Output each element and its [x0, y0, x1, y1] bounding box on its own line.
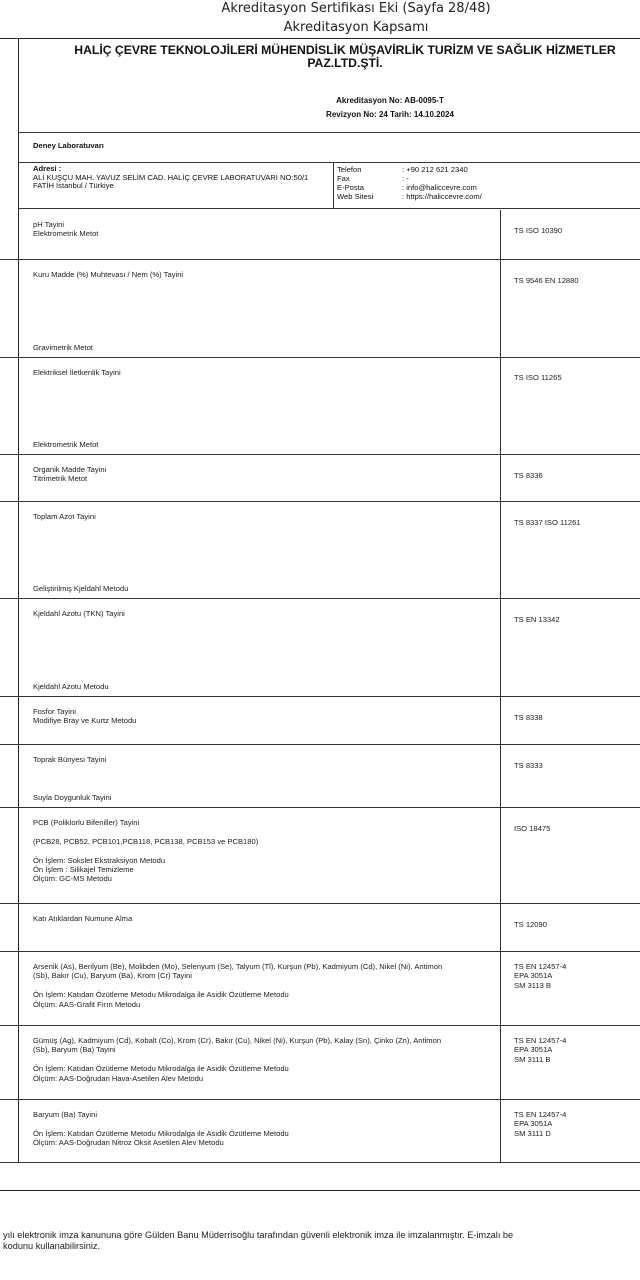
standard-reference: TS ISO 10390: [514, 226, 563, 235]
accreditation-number: Akreditasyon No: AB-0095-T: [336, 96, 444, 105]
test-description-line: Ön İşlem: Katıdan Özütleme Metodu Mikrodalga ile Asidik Özütleme Metodu: [33, 1064, 289, 1074]
test-description-line: Arsenik (As), Berilyum (Be), Molibden (Mo), Selenyum (Se), Talyum (Tl), Kurşun (Pb), Kadmiyum (Cd), Nikel (Ni), Antimon: [33, 962, 443, 971]
test-description-line: [33, 846, 258, 855]
test-description-line: Ölçüm: AAS-Grafit Fırın Metodu: [33, 999, 141, 1009]
test-description-line: (PCB28, PCB52, PCB101,PCB118, PCB138, PCB153 ve PCB180): [33, 836, 259, 846]
test-description-line: Ön İşlem: Katıdan Özütleme Metodu Mikrodalga ile Asidik Özütleme Metodu: [33, 990, 289, 1000]
divider: [18, 162, 640, 163]
table-row: [0, 904, 640, 952]
test-standard: [514, 1026, 640, 1099]
test-description-line: pH Tayini: [33, 220, 65, 229]
column-divider: [500, 1026, 501, 1099]
lab-name: Deney Laboratuvarı: [33, 141, 104, 150]
revision-info: Revizyon No: 24 Tarih: 14.10.2024: [326, 110, 454, 119]
standard-reference: TS EN 12457-4: [514, 1110, 567, 1119]
standard-reference: TS ISO 11265: [514, 373, 562, 382]
test-standard: [514, 808, 640, 903]
standard-reference: EPA 3051A: [514, 971, 553, 981]
column-divider: [500, 210, 501, 259]
footer-signature-line2: kodunu kullanabilirsiniz.: [3, 1241, 101, 1251]
test-standard: [514, 904, 640, 951]
test-description: [33, 808, 498, 903]
test-description-line: [33, 827, 258, 836]
table-row: [0, 358, 640, 455]
column-divider: [500, 1100, 501, 1162]
test-description-line: Organik Madde Tayini: [33, 465, 107, 474]
test-description: [33, 1026, 498, 1099]
test-method: Gravimetrik Metot: [33, 342, 93, 352]
contact-label-phone: Telefon: [337, 165, 362, 174]
test-description-line: PCB (Poliklorlu Bifeniller) Tayini: [33, 818, 140, 827]
test-description: [33, 745, 498, 807]
test-description: [33, 260, 498, 357]
address-line1: ALİ KUŞÇU MAH. YAVUZ SELİM CAD. HALİÇ ÇEVRE LABORATUVARI NO:50/1: [33, 173, 309, 182]
test-description-line: Toplam Azot Tayini: [33, 512, 96, 521]
standard-reference: TS EN 13342: [514, 615, 560, 624]
table-row: [0, 210, 640, 260]
test-description-line: Baryum (Ba) Tayini: [33, 1110, 98, 1119]
column-divider: [500, 599, 501, 696]
page-header-subtitle: Akreditasyon Kapsamı: [283, 20, 429, 35]
test-standard: [514, 1100, 640, 1162]
column-divider: [500, 502, 501, 598]
column-divider: [500, 745, 501, 807]
table-row: [0, 599, 640, 697]
test-description-line: [33, 981, 442, 990]
standard-reference: TS EN 12457-4: [514, 1036, 567, 1045]
test-standard: [514, 599, 640, 696]
test-description: [33, 1100, 498, 1162]
test-description: [33, 952, 498, 1025]
test-description-line: Modifiye Bray ve Kurtz Metodu: [33, 716, 137, 726]
column-divider: [500, 952, 501, 1025]
standard-reference: TS 8336: [514, 471, 543, 480]
contact-value-phone: : +90 212 621 2340: [402, 165, 468, 174]
test-standard: [514, 455, 640, 501]
contact-label-fax: Fax: [337, 174, 350, 183]
test-description-line: Elektrometrik Metot: [33, 229, 99, 239]
table-row: [0, 455, 640, 502]
test-standard: [514, 260, 640, 357]
column-divider: [500, 808, 501, 903]
contact-label-email: E-Posta: [337, 183, 365, 192]
table-row: [0, 697, 640, 745]
column-divider: [500, 455, 501, 501]
column-divider: [500, 358, 501, 454]
address-label: Adresi :: [33, 164, 62, 173]
contact-label-web: Web Sitesi: [337, 192, 374, 201]
footer-signature-line1: yılı elektronik imza kanununa göre Gülden Banu Müderrisoğlu tarafından güvenli elektronik imza ile imzalanmıştır. E-imzalı be: [3, 1230, 514, 1240]
column-divider: [500, 904, 501, 951]
test-standard: [514, 697, 640, 744]
test-description: [33, 502, 498, 598]
organization-name-line1: HALİÇ ÇEVRE TEKNOLOJİLERİ MÜHENDİSLİK MÜŞAVİRLİK TURİZM VE SAĞLIK HİZMETLER: [74, 43, 616, 57]
contact-value-email[interactable]: : info@haliccevre.com: [402, 183, 477, 192]
test-standard: [514, 502, 640, 598]
test-description-line: Kuru Madde (%) Muhtevası / Nem (%) Tayini: [33, 270, 184, 279]
test-standard: [514, 358, 640, 454]
test-description-line: Toprak Bünyesi Tayini: [33, 755, 107, 764]
standard-reference: SM 3113 B: [514, 980, 552, 990]
test-description-line: Ön İşlem : Silikajel Temizleme: [33, 865, 134, 874]
test-description-line: Katı Atıklardan Numune Alma: [33, 914, 133, 923]
test-method: Geliştirilmiş Kjeldahl Metodu: [33, 583, 129, 593]
test-description: [33, 697, 498, 744]
test-description-line: Ön İşlem: Sokslet Ekstraksiyon Metodu: [33, 855, 166, 865]
table-row: [0, 502, 640, 599]
test-description: [33, 904, 498, 951]
test-description-line: [33, 1055, 441, 1064]
test-description-line: Kjeldahl Azotu (TKN) Tayini: [33, 609, 125, 618]
test-description: [33, 599, 498, 696]
table-row: [0, 260, 640, 358]
test-description-line: (Sb), Baryum (Ba) Tayini: [33, 1045, 116, 1055]
test-description-line: Ön İşlem: Katıdan Özütleme Metodu Mikrodalga ile Asidik Özütleme Metodu: [33, 1128, 289, 1138]
standard-reference: TS 8338: [514, 713, 543, 722]
standard-reference: TS 8333: [514, 761, 543, 770]
test-standard: [514, 952, 640, 1025]
standard-reference: EPA 3051A: [514, 1119, 553, 1129]
standard-reference: TS 9546 EN 12880: [514, 276, 579, 285]
test-description-line: [33, 1119, 289, 1128]
standard-reference: TS 8337 ISO 11261: [514, 518, 581, 527]
standard-reference: ISO 18475: [514, 824, 551, 833]
table-row: [0, 745, 640, 808]
test-description-line: Fosfor Tayini: [33, 707, 76, 716]
table-row: [0, 808, 640, 904]
bottom-rule: [0, 1190, 640, 1191]
standard-reference: SM 3111 B: [514, 1054, 551, 1064]
test-description-line: Gümüş (Ag), Kadmiyum (Cd), Kobalt (Co), Krom (Cr), Bakır (Cu), Nikel (Ni), Kurşun (Pb), Kalay (Sn), Çinko (Zn), Antimon: [33, 1036, 442, 1045]
organization-name-line2: PAZ.LTD.ŞTİ.: [307, 56, 383, 70]
divider: [18, 208, 640, 209]
test-description: [33, 455, 498, 501]
test-description-line: Ölçüm: AAS-Doğrudan Hava-Asetilen Alev Metodu: [33, 1073, 204, 1083]
contact-values: [402, 165, 482, 201]
column-divider: [500, 260, 501, 357]
contact-value-web[interactable]: : https://haliccevre.com/: [402, 192, 482, 201]
organization-name: [40, 44, 640, 70]
test-standard: [514, 210, 640, 259]
test-description-line: (Sb), Bakır (Cu), Baryum (Ba), Krom (Cr) Tayini: [33, 971, 192, 981]
test-description-line: Titrimetrik Metot: [33, 474, 88, 484]
test-method: Kjeldahl Azotu Metodu: [33, 681, 109, 691]
table-row: [0, 1100, 640, 1163]
column-divider: [500, 697, 501, 744]
divider: [333, 162, 334, 208]
test-method: Suyla Doygunluk Tayini: [33, 792, 112, 802]
test-description: [33, 210, 498, 259]
test-description: [33, 358, 498, 454]
contact-value-fax: : -: [402, 174, 409, 183]
divider: [18, 132, 640, 133]
standard-reference: SM 3111 D: [514, 1128, 551, 1138]
standard-reference: EPA 3051A: [514, 1045, 553, 1055]
test-standard: [514, 745, 640, 807]
test-method: Elektrometrik Metot: [33, 439, 99, 449]
test-description-line: Ölçüm: AAS-Doğrudan Nitroz Oksit Asetilen Alev Metodu: [33, 1138, 224, 1148]
page-header-title: Akreditasyon Sertifikası Eki (Sayfa 28/48): [221, 1, 491, 16]
test-description-line: Elektriksel İletkenlik Tayini: [33, 368, 121, 377]
table-row: [0, 952, 640, 1026]
address-line2: FATİH İstanbul / Türkiye: [33, 181, 114, 190]
contact-labels: [337, 165, 373, 201]
standard-reference: TS 12090: [514, 920, 547, 929]
test-description-line: Ölçüm: GC-MS Metodu: [33, 874, 112, 884]
standard-reference: TS EN 12457-4: [514, 962, 567, 971]
table-row: [0, 1026, 640, 1100]
